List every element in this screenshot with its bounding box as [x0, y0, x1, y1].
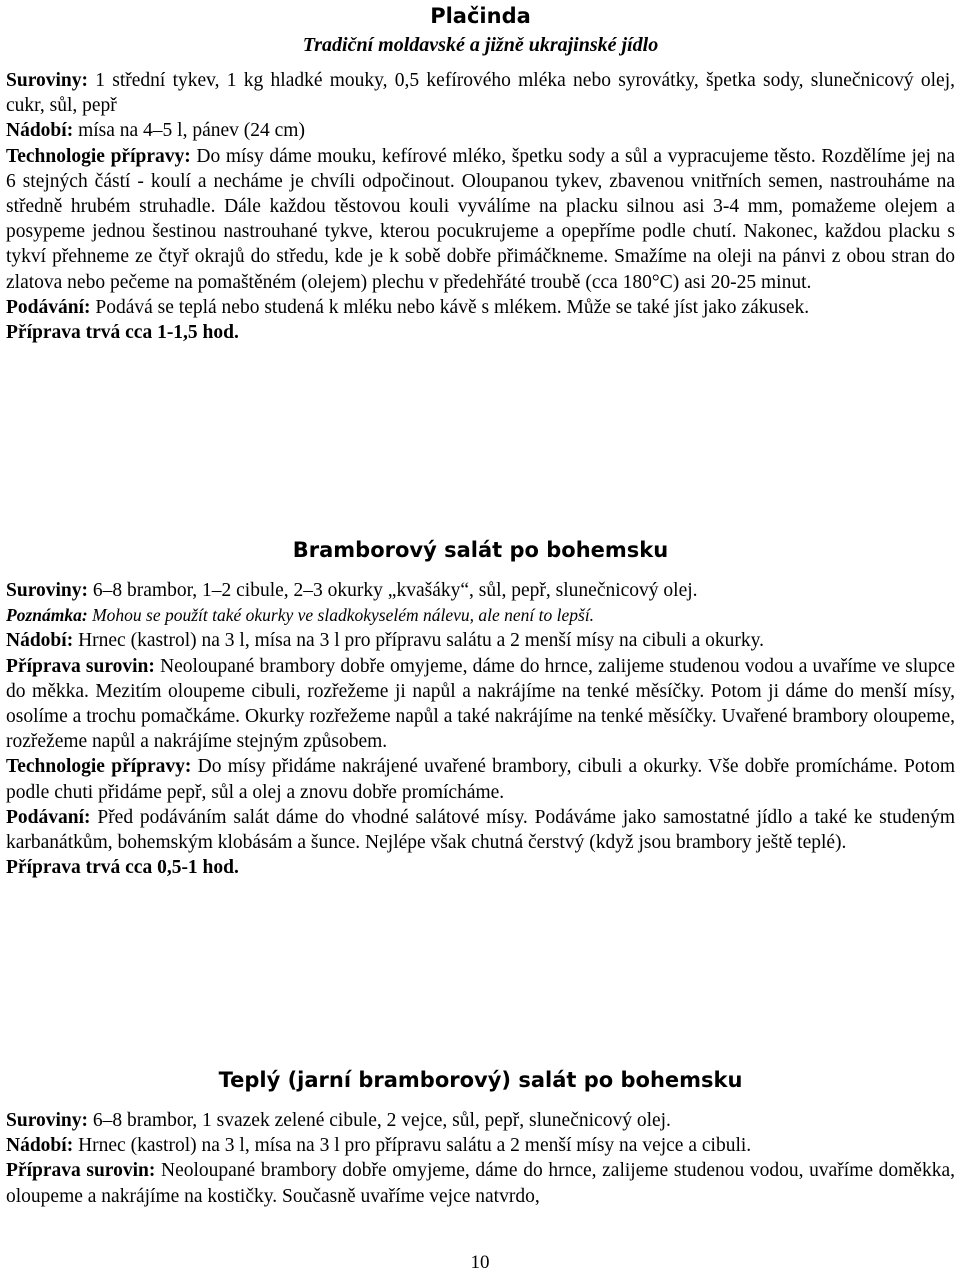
serving-label: Podávaní:: [6, 806, 91, 828]
ingredients-text: 6–8 brambor, 1–2 cibule, 2–3 okurky „kvašáky“, sůl, pepř, slunečnicový olej.: [88, 580, 698, 601]
technology-text: Do mísy přidáme nakrájené uvařené brambory, cibuli a okurky. Vše dobře promícháme. Potom podle chuti přidáme pepř, sůl a olej a znovu dobře promícháme.: [6, 756, 955, 803]
ingredient-prep-paragraph: [6, 654, 955, 755]
ingredients-paragraph: [6, 1108, 955, 1133]
ingredients-label: Suroviny:: [6, 70, 88, 91]
ingredient-prep-label: Příprava surovin:: [6, 1160, 156, 1182]
cookware-label: Nádobí:: [6, 630, 74, 652]
prep-time-label: Příprava trvá cca 0,5-1 hod.: [6, 857, 239, 879]
technology-label: Technologie přípravy:: [6, 756, 192, 778]
cookware-paragraph: [6, 628, 955, 653]
ingredients-text: 1 střední tykev, 1 kg hladké mouky, 0,5 kefírového mléka nebo syrovátky, špetka sody, slunečnicový olej, cukr, sůl, pepř: [6, 70, 955, 117]
serving-text: Podává se teplá nebo studená k mléku nebo kávě s mlékem. Může se také jíst jako zákusek.: [90, 296, 810, 318]
recipe-title: Bramborový salát po bohemsku: [292, 538, 669, 562]
recipe-placinda: [6, 2, 955, 345]
page-number: 10: [470, 1252, 490, 1273]
cookware-paragraph: [6, 1133, 955, 1158]
ingredient-prep-label: Příprava surovin:: [6, 655, 155, 677]
note-label: Poznámka:: [6, 605, 88, 626]
serving-paragraph: [6, 295, 955, 320]
note-text: Mohou se použít také okurky ve sladkokyselém nálevu, ale není to lepší.: [87, 605, 595, 626]
cookware-paragraph: [6, 118, 955, 143]
recipe-title: Plačinda: [430, 4, 531, 28]
prep-time-label: Příprava trvá cca 1-1,5 hod.: [6, 322, 239, 344]
ingredients-paragraph: [6, 68, 955, 118]
serving-paragraph: [6, 805, 955, 855]
serving-label: Podávání:: [6, 296, 91, 318]
cookware-text: Hrnec (kastrol) na 3 l, mísa na 3 l pro přípravu salátu a 2 menší mísy na vejce a cibuli.: [73, 1135, 752, 1157]
note-paragraph: [6, 603, 955, 628]
ingredient-prep-text: Neoloupané brambory dobře omyjeme, dáme do hrnce, zalijeme studenou vodou a uvaříme ve slupce do měkka. Mezitím oloupeme cibuli, rozřežeme ji napůl a nakrájíme na tenké měsíčky. Potom ji dáme do menší mísy, osolíme a trochu pomačkáme. Okurky rozřežeme napůl a také nakrájíme na tenké měsíčky. Uvařené brambory oloupeme, rozřežeme napůl a nakrájíme stejným způsobem.: [6, 655, 955, 753]
ingredients-label: Suroviny:: [6, 580, 88, 601]
recipe-potato-salad: [6, 536, 955, 880]
serving-text: Před podáváním salát dáme do vhodné salátové mísy. Podáváme jako samostatné jídlo a také ke studeným karbanátkům, bohemským klobásám a šunce. Nejlépe však chutná čerstvý (když jsou brambory ještě teplé).: [6, 806, 955, 854]
cookware-label: Nádobí:: [6, 1135, 74, 1157]
recipe-subtitle: Tradiční moldavské a jižně ukrajinské jídlo: [302, 34, 659, 56]
recipe-title: Teplý (jarní bramborový) salát po bohemsku: [218, 1068, 743, 1092]
cookware-text: Hrnec (kastrol) na 3 l, mísa na 3 l pro přípravu salátu a 2 menší mísy na cibuli a okurky.: [73, 630, 764, 652]
cookware-text: mísa na 4–5 l, pánev (24 cm): [73, 120, 305, 142]
technology-paragraph: [6, 754, 955, 804]
ingredient-prep-text: Neoloupané brambory dobře omyjeme, dáme do hrnce, zalijeme studenou vodou, uvaříme doměkka, oloupeme a nakrájíme na kostičky. Současně uvaříme vejce natvrdo,: [6, 1160, 955, 1207]
ingredients-label: Suroviny:: [6, 1110, 88, 1131]
technology-label: Technologie přípravy:: [6, 145, 191, 167]
technology-text: Do mísy dáme mouku, kefírové mléko, špetku sody a sůl a vypracujeme těsto. Rozdělíme jej na 6 stejných částí - koulí a necháme je chvíli odpočinout. Oloupanou tykev, zbavenou vnitřních semen, nastrouháme na středně hrubém struhadle. Dále každou těstovou kouli vyválíme na placku silnou asi 3-4 mm, pomažeme olejem a posypeme jednou šestinou nastrouhané tykve, kterou pocukrujeme a opepříme podle chutí. Nakonec, každou placku s tykví přehneme ze čtyř okrajů do středu, kde je k sobě dobře přimáčkneme. Smažíme na oleji na pánvi z obou stran do zlatova nebo pečeme na pomaštěném (olejem) plechu v předehřáté troubě (cca 180°C) asi 20-25 minut.: [6, 145, 955, 293]
technology-paragraph: [6, 144, 955, 295]
ingredients-text: 6–8 brambor, 1 svazek zelené cibule, 2 vejce, sůl, pepř, slunečnicový olej.: [88, 1110, 671, 1131]
recipe-warm-potato-salad: [6, 1066, 955, 1209]
prep-time-paragraph: [6, 855, 955, 880]
ingredient-prep-paragraph: [6, 1158, 955, 1208]
ingredients-paragraph: [6, 578, 955, 603]
cookware-label: Nádobí:: [6, 120, 74, 142]
prep-time-paragraph: [6, 320, 955, 345]
